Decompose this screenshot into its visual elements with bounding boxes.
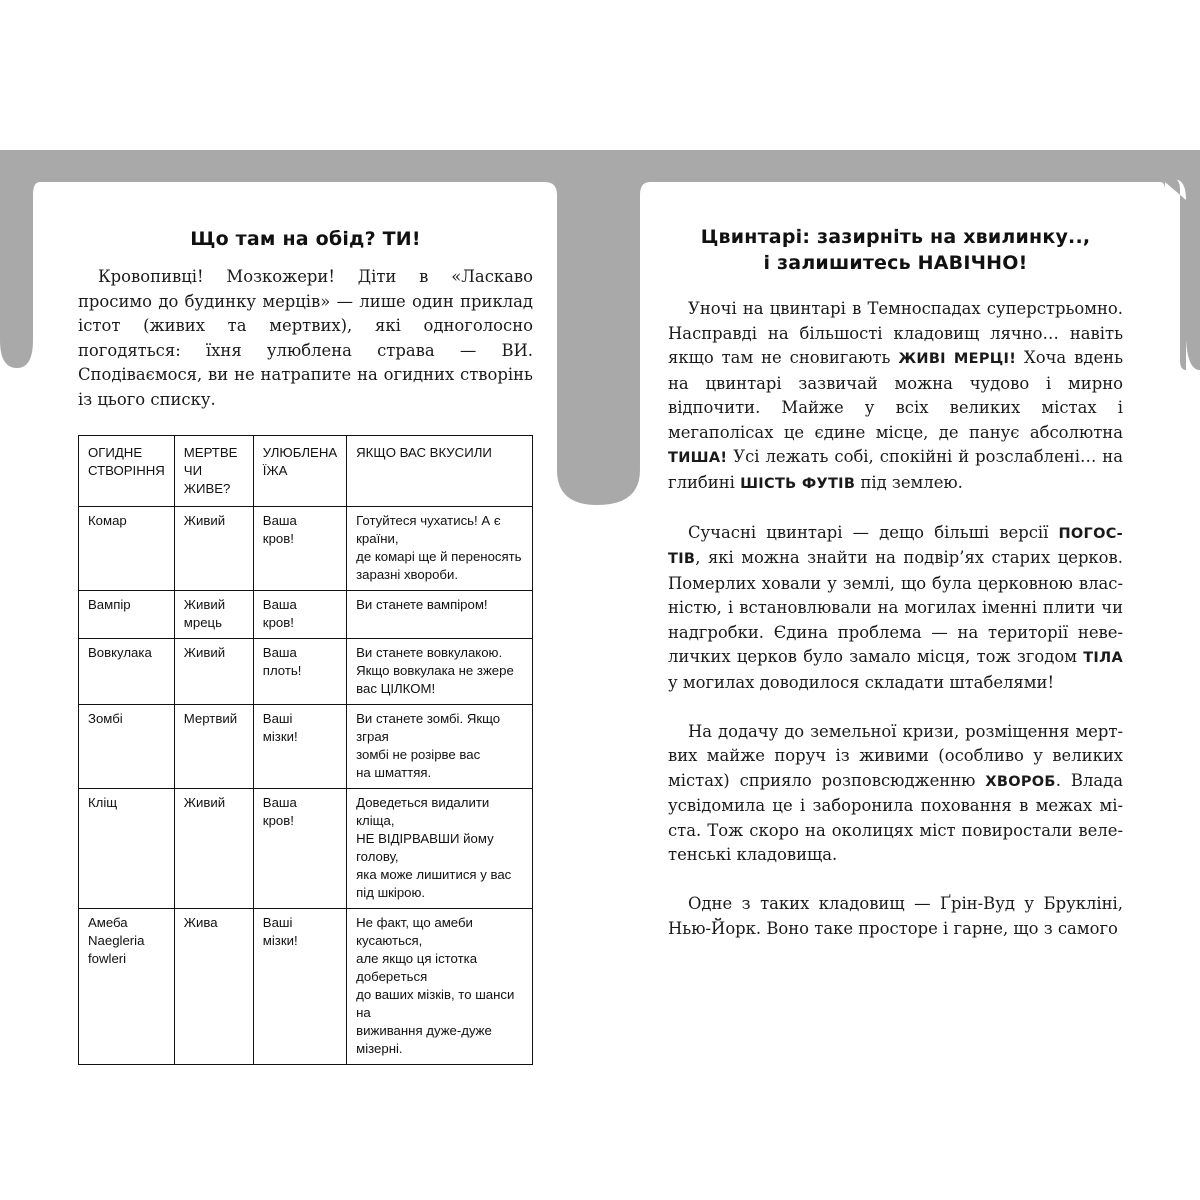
text-run: у могилах доводилося складати штабелями! <box>668 672 1055 692</box>
paragraph-modern-cemeteries <box>668 521 1123 696</box>
highlight-text: ШІСТЬ ФУТІВ <box>740 475 856 492</box>
right-page-body <box>668 297 1123 941</box>
right-page <box>668 190 1123 966</box>
cell-food: Ваша кров! <box>253 591 346 639</box>
right-page-title: Цвинтарі: зазирніть на хвилинку.., і залишитесь НАВІЧНО! <box>700 226 1091 274</box>
cell-food: Ваша кров! <box>253 789 346 909</box>
text-run: , які можна знайти на подвір’ях старих церков. Померлих ховали у землі, що була церковною влас-ністю, і встановлювали на могилах іменні плити чи надгробки. Єдина проблема — на території неве-личких церков було замало місця, тож згодом <box>668 548 1123 666</box>
cell-creature: Кліщ <box>79 789 175 909</box>
cell-status: Живий <box>174 507 253 591</box>
highlight-text: ПОГОС-ТІВ <box>668 525 1123 567</box>
cell-food: Ваша плоть! <box>253 639 346 705</box>
table-row <box>79 639 533 705</box>
cell-food: Ваші мізки! <box>253 909 346 1065</box>
table-header-row <box>79 436 533 507</box>
text-run: Хоча вдень на цвинтарі зазвичай можна чудово і мирно відпочити. Майже у всіх великих містах і мегаполісах це єдине місце, де панує абсолютна <box>668 348 1123 442</box>
table-row <box>79 705 533 789</box>
header-dead-or-alive: МЕРТВЕ ЧИ ЖИВЕ? <box>174 436 253 507</box>
cell-food: Ваша кров! <box>253 507 346 591</box>
text-run: Усі лежать собі, спокійні й розслаблені… на глибині <box>668 447 1123 492</box>
cell-status: Жива <box>174 909 253 1065</box>
highlight-text: ТИША! <box>668 450 728 466</box>
text-run: Уночі на цвинтарі в Темноспадах суперстрьомно. Насправді на більшості кладовищ лячно… навіть якщо там не сновигають <box>668 299 1123 367</box>
cell-effect: Ви станете вовкулакою. Якщо вовкулака не зжере вас ЦІЛКОМ! <box>347 639 533 705</box>
cell-effect: Ви станете зомбі. Якщо зграя зомбі не розірве вас на шматтяя. <box>347 705 533 789</box>
cell-creature: Зомбі <box>79 705 175 789</box>
cell-food: Ваші мізки! <box>253 705 346 789</box>
left-intro-paragraph: Кровопивці! Мозкожери! Діти в «Ласкаво просимо до будинку мерців» — лише один приклад істот (живих та мертвих), які одноголосно погодяться: їхня улюблена страва — ВИ. Сподіваємося, ви не натрапите на огидних створінь із цього списку. <box>78 267 533 409</box>
text-run: . Влада усвідомила це і заборонила поховання в межах мі-ста. Тож скоро на околицях міст повиростали веле-тенські кладовища. <box>668 770 1123 864</box>
cell-status: Мертвий <box>174 705 253 789</box>
cell-effect: Готуйтеся чухатись! А є країни, де комарі ще й переносять заразні хвороби. <box>347 507 533 591</box>
left-page <box>78 190 533 1065</box>
cell-status: Живий <box>174 639 253 705</box>
creatures-table <box>78 435 533 1065</box>
paragraph-night-cemetery <box>668 297 1123 496</box>
header-favorite-food: УЛЮБЛЕНА ЇЖА <box>253 436 346 507</box>
left-page-title: Що там на обід? ТИ! <box>190 228 421 250</box>
cell-creature: Вампір <box>79 591 175 639</box>
text-run: На додачу до земельної кризи, розміщення мерт-вих майже поруч із живими (особливо у великих містах) сприяло розповсюдженню <box>668 721 1123 790</box>
cell-effect: Ви станете вампіром! <box>347 591 533 639</box>
paragraph-disease <box>668 720 1123 868</box>
highlight-text: ТІЛА <box>1083 650 1123 666</box>
table-row <box>79 789 533 909</box>
cell-creature: Комар <box>79 507 175 591</box>
header-if-bitten: ЯКЩО ВАС ВКУСИЛИ <box>347 436 533 507</box>
cell-effect: Не факт, що амеби кусаються, але якщо ця істотка доберeться до ваших мізків, то шанси на виживання дуже-дуже мізерні. <box>347 909 533 1065</box>
header-creature: ОГИДНЕ СТВОРІННЯ <box>79 436 175 507</box>
text-run: під землею. <box>855 472 963 492</box>
table-row <box>79 591 533 639</box>
cell-status: Живий <box>174 789 253 909</box>
cell-effect: Доведеться видалити кліща, НЕ ВІДІРВАВШИ йому голову, яка може лишитися у вас під шкірою. <box>347 789 533 909</box>
table-row <box>79 909 533 1065</box>
table-row <box>79 507 533 591</box>
highlight-text: ЖИВІ МЕРЦІ! <box>898 351 1017 367</box>
grey-edge-right <box>1165 178 1186 370</box>
cell-status: Живий мрець <box>174 591 253 639</box>
highlight-text: ХВОРОБ <box>985 773 1056 790</box>
text-run: Сучасні цвинтарі — дещо більші версії <box>688 522 1059 542</box>
cell-creature: Вовкулака <box>79 639 175 705</box>
cell-creature: Амеба Naegleria fowleri <box>79 909 175 1065</box>
paragraph-green-wood <box>668 892 1123 941</box>
text-run: Одне з таких кладовищ — Ґрін-Вуд у Брукліні, Нью-Йорк. Воно таке просторе і гарне, що з самого <box>668 894 1123 938</box>
